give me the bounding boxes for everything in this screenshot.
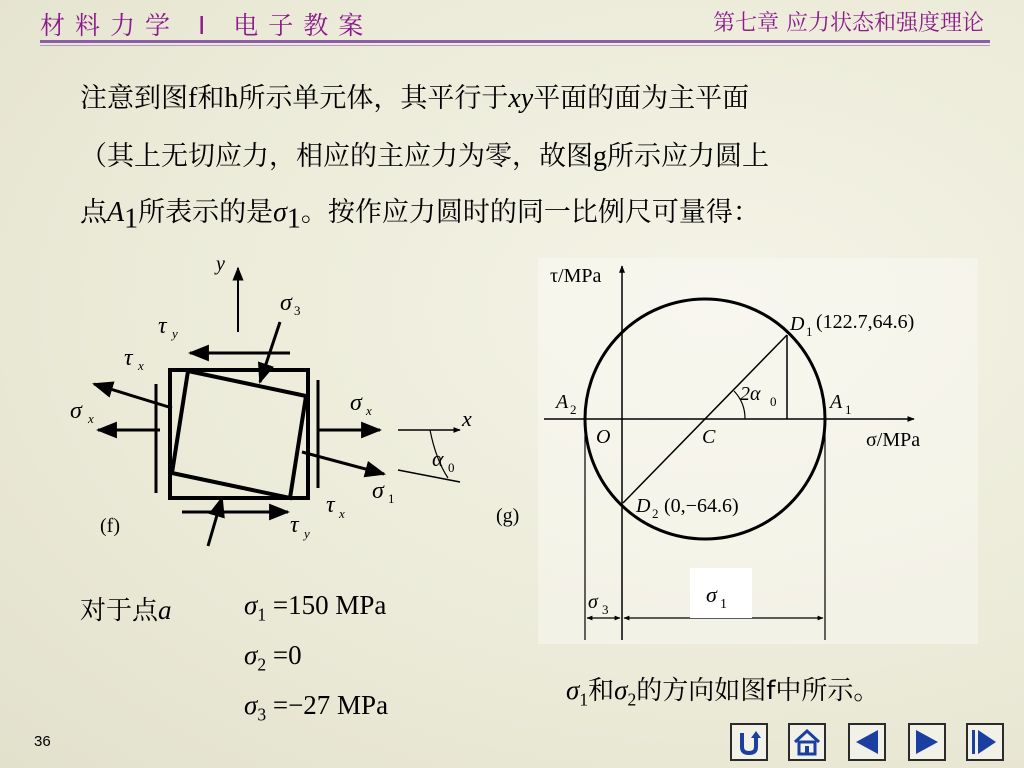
- paragraph-line-3: 点$A_1$所表示的是$\sigma_1$。按作应力圆时的同一比例尺可量得：: [80, 197, 760, 235]
- course-title: 材料力学 Ⅰ 电子教案: [40, 11, 374, 40]
- diagram-label: τ: [124, 345, 133, 371]
- diagram-label: 1: [388, 491, 395, 506]
- next-icon: [910, 725, 944, 759]
- diagram-label: σ: [350, 390, 362, 416]
- diagram-label: y: [216, 253, 225, 275]
- diagram-label: 1: [806, 324, 813, 339]
- diagram-label: 1: [720, 597, 727, 612]
- previous-icon: [850, 725, 884, 759]
- diagram-label: 1: [845, 402, 852, 417]
- diagram-label: C: [702, 426, 716, 448]
- tau-axis-label: τ/MPa: [550, 265, 602, 287]
- diagram-label: 0: [770, 394, 777, 409]
- diagram-label: x: [366, 403, 372, 418]
- diagram-label: σ: [280, 290, 292, 316]
- diagram-label: 2: [570, 402, 577, 417]
- diagram-label: 0: [448, 460, 455, 475]
- diagram-label: A: [556, 391, 569, 413]
- last-page-icon: [968, 725, 1002, 759]
- diagram-label: (0,−64.6): [664, 495, 739, 517]
- diagram-label: 3: [602, 602, 609, 617]
- diagram-label: 2: [652, 506, 659, 521]
- figure-g-caption: (g): [496, 505, 520, 527]
- result-sigma-3: $\sigma_3 =-27$ MPa: [244, 690, 389, 725]
- diagram-label: σ: [372, 478, 384, 504]
- diagram-label: y: [304, 526, 310, 541]
- diagram-label: A: [830, 391, 843, 413]
- result-sigma-1: $\sigma_1 =150$ MPa: [244, 590, 387, 625]
- paragraph-line-2: （其上无切应力，相应的主应力为零，故图g所示应力圆上: [80, 141, 769, 172]
- page-number: 36: [34, 733, 51, 750]
- diagram-label: 2α: [740, 383, 761, 405]
- diagram-label: x: [339, 506, 345, 521]
- diagram-label: 3: [294, 303, 301, 318]
- sigma-axis-label: σ/MPa: [866, 429, 921, 451]
- paragraph-line-1: 注意到图f和h所示单元体，其平行于xy平面的面为主平面: [80, 83, 750, 114]
- diagram-label: D: [636, 495, 651, 517]
- home-icon: [790, 725, 824, 759]
- return-button[interactable]: [730, 723, 768, 761]
- diagram-label: σ: [706, 582, 717, 607]
- diagram-label: τ: [158, 313, 167, 339]
- diagram-label: y: [172, 326, 178, 341]
- diagram-label: O: [596, 426, 611, 448]
- result-sigma-2: $\sigma_2 =0$: [244, 640, 302, 675]
- result-label: 对于点a: [80, 595, 172, 626]
- diagram-label: x: [88, 411, 94, 426]
- diagram-label: x: [462, 406, 472, 431]
- next-button[interactable]: [908, 723, 946, 761]
- diagram-label: (122.7,64.6): [816, 311, 915, 333]
- diagram-label: σ: [70, 398, 82, 424]
- return-icon: [732, 725, 766, 759]
- last-page-button[interactable]: [966, 723, 1004, 761]
- diagram-label: D: [790, 313, 805, 335]
- diagram-label: σ: [588, 591, 598, 613]
- diagram-label: τ: [326, 492, 335, 518]
- chapter-title: 第七章 应力状态和强度理论: [713, 11, 984, 36]
- diagram-label: x: [138, 358, 144, 373]
- figure-f-caption: (f): [100, 515, 120, 537]
- previous-button[interactable]: [848, 723, 886, 761]
- direction-note: $\sigma_1$和$\sigma_2$的方向如图f中所示。: [566, 675, 880, 710]
- home-button[interactable]: [788, 723, 826, 761]
- diagram-label: α: [432, 446, 444, 471]
- diagram-label: τ: [290, 512, 299, 538]
